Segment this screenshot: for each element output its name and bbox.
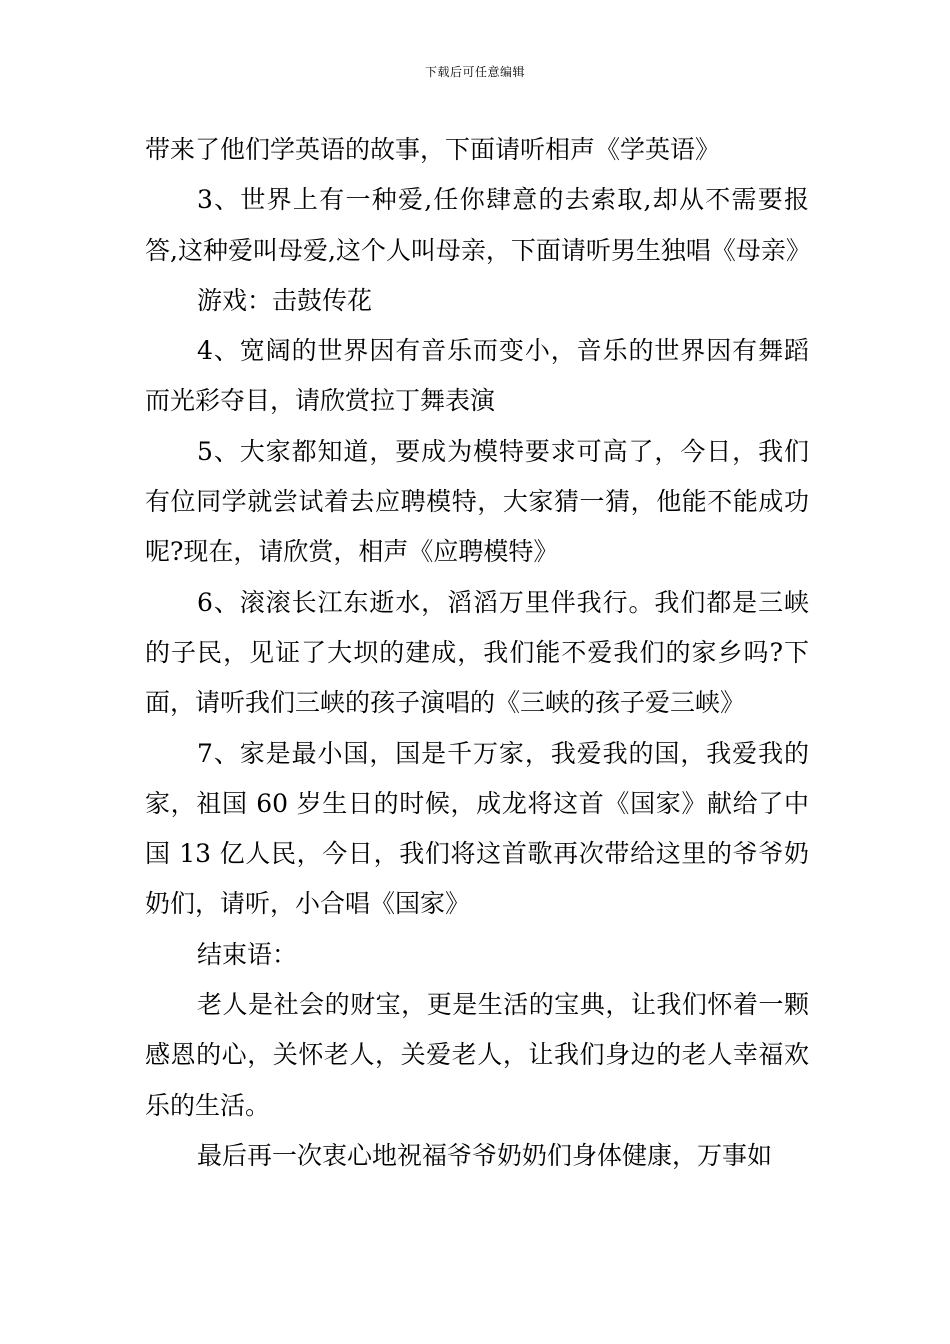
paragraph-item-5: 5、大家都知道，要成为模特要求可高了，今日，我们有位同学就尝试着去应聘模特，大家猜一猜，他能不能成功呢?现在，请欣赏，相声《应聘模特》	[145, 436, 809, 567]
paragraph-item-3: 3、世界上有一种爱,任你肆意的去索取,却从不需要报答,这种爱叫母爱,这个人叫母亲，下面请听男生独唱《母亲》	[145, 185, 811, 265]
paragraph-item-6: 6、滚滚长江东逝水，滔滔万里伴我行。我们都是三峡的子民，见证了大坝的建成，我们能不爱我们的家乡吗?下面，请听我们三峡的孩子演唱的《三峡的孩子爱三峡》	[145, 587, 809, 718]
document-body	[145, 125, 809, 1181]
page-header: 下载后可任意编辑	[424, 65, 525, 79]
paragraph-continuation: 带来了他们学英语的故事，下面请听相声《学英语》	[145, 135, 721, 164]
paragraph-game: 游戏：击鼓传花	[197, 285, 373, 315]
paragraph-item-4: 4、宽阔的世界因有音乐而变小，音乐的世界因有舞蹈而光彩夺目，请欣赏拉丁舞表演	[145, 336, 809, 416]
paragraph-closing-heading: 结束语：	[197, 939, 298, 969]
paragraph-final-wishes: 最后再一次衷心地祝福爷爷奶奶们身体健康，万事如	[197, 1140, 773, 1170]
paragraph-item-7: 7、家是最小国，国是千万家，我爱我的国，我爱我的家，祖国 60 岁生日的时候，成龙将这首《国家》献给了中国 13 亿人民，今日，我们将这首歌再次带给这里的爷爷奶奶们，请听，小合唱《国家》	[145, 738, 809, 919]
paragraph-closing-text: 老人是社会的财宝，更是生活的宝典，让我们怀着一颗感恩的心，关怀老人，关爱老人，让我们身边的老人幸福欢乐的生活。	[145, 990, 809, 1120]
